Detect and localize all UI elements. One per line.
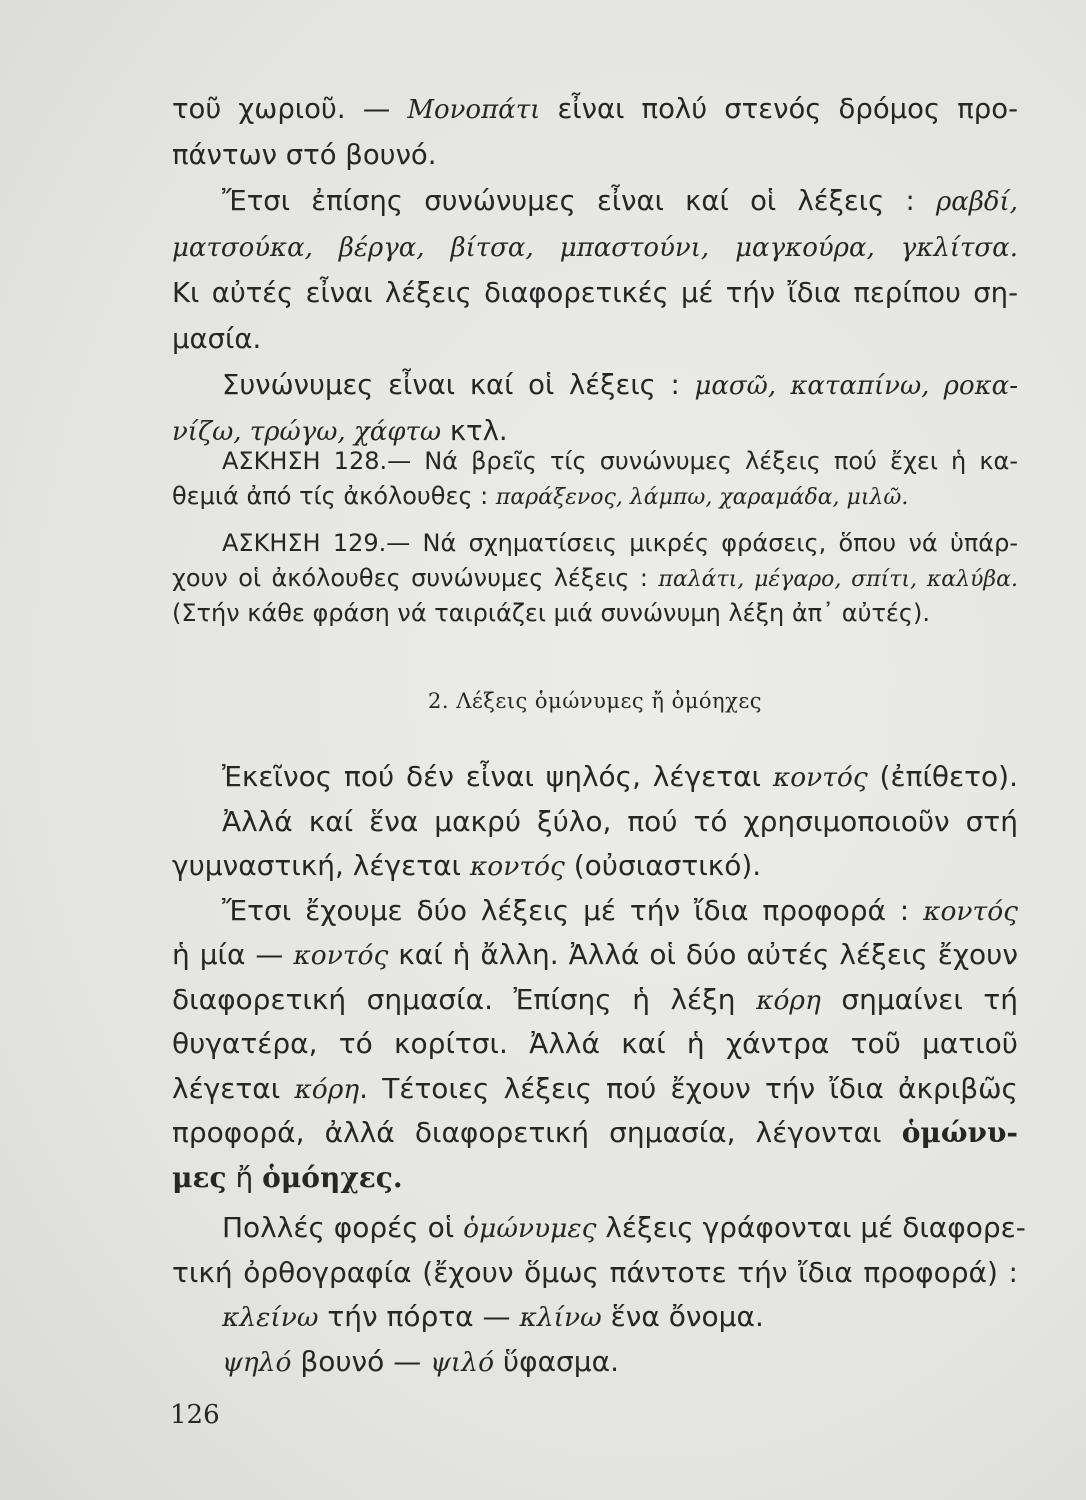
exercise-128-line: θεμιά ἀπό τίς ἀκόλουθες : παράξενος, λάμπω, χαραμάδα, μιλῶ. [172, 482, 909, 510]
text-line: Ἀλλά καί ἕνα μακρύ ξύλο, πού τό χρησιμοποιοῦν στή [222, 804, 1018, 838]
text-line: θυγατέρα, τό κορίτσι. Ἀλλά καί ἡ χάντρα τοῦ ματιοῦ [172, 1027, 1018, 1060]
text-line: διαφορετική σημασία. Ἐπίσης ἡ λέξη κόρη σημαίνει τή [172, 982, 1018, 1016]
text-line: ματσούκα, βέργα, βίτσα, μπαστούνι, μαγκούρα, γκλίτσα. [172, 233, 1018, 263]
example-line: κλείνω τήν πόρτα — κλίνω ἕνα ὄνομα. [222, 1300, 764, 1333]
text-line: Συνώνυμες εἶναι καί οἱ λέξεις : μασῶ, καταπίνω, ροκα- [222, 369, 1018, 401]
text-line: Πολλές φορές οἱ ὁμώνυμες λέξεις γράφονται μέ διαφορε- [222, 1211, 1026, 1244]
text-line: γυμναστική, λέγεται κοντός (οὐσιαστικό). [172, 849, 762, 882]
text-line: Ἔτσι ἔχουμε δύο λέξεις μέ τήν ἴδια προφορά : κοντός [222, 893, 1018, 927]
page-number: 126 [170, 1400, 220, 1430]
text-line: προφορά, ἀλλά διαφορετική σημασία, λέγονται ὁμώνυ- [172, 1116, 1018, 1149]
homonyms-section [172, 755, 1026, 1384]
exercises [172, 444, 1018, 631]
section-heading: 2. Λέξεις ὁμώνυμες ἤ ὁμόηχες [428, 689, 762, 713]
text-line: Ἔτσι ἐπίσης συνώνυμες εἶναι καί οἱ λέξεις : ραβδί, [222, 185, 1018, 217]
text-line: τική ὀρθογραφία (ἔχουν ὅμως πάντοτε τήν ἴδια προφορά) : [172, 1255, 1018, 1289]
text-line: Κι αὐτές εἶναι λέξεις διαφορετικές μέ τήν ἴδια περίπου ση- [172, 277, 1018, 309]
example-line: ψηλό βουνό — ψιλό ὕφασμα. [222, 1344, 619, 1378]
text-line: πάντων στό βουνό. [172, 139, 437, 171]
exercise-129-line: ΑΣΚΗΣΗ 129.— Νά σχηματίσεις μικρές φράσεις, ὅπου νά ὑπάρ- [222, 529, 1018, 557]
exercise-128-line: ΑΣΚΗΣΗ 128.— Νά βρεῖς τίς συνώνυμες λέξεις πού ἔχει ἡ κα- [222, 447, 1018, 475]
text-line: μες ἤ ὁμόηχες. [172, 1160, 403, 1194]
top-paragraphs [172, 86, 1018, 454]
text-line: νίζω, τρώγω, χάφτω κτλ. [172, 415, 508, 447]
exercise-129-line: (Στήν κάθε φράση νά ταιριάζει μιά συνώνυμη λέξη ἀπ᾿ αὐτές). [172, 599, 930, 627]
text-line: λέγεται κόρη. Τέτοιες λέξεις πού ἔχουν τήν ἴδια ἀκριβῶς [172, 1071, 1018, 1105]
exercise-129-line: χουν οἱ ἀκόλουθες συνώνυμες λέξεις : παλάτι, μέγαρο, σπίτι, καλύβα. [172, 564, 1018, 592]
text-line: ἡ μία — κοντός καί ἡ ἄλλη. Ἀλλά οἱ δύο αὐτές λέξεις ἔχουν [172, 938, 1018, 971]
text-line: Ἐκεῖνος πού δέν εἶναι ψηλός, λέγεται κοντός (ἐπίθετο). [222, 760, 1018, 793]
text-line: τοῦ χωριοῦ. — Μονοπάτι εἶναι πολύ στενός δρόμος προ- [172, 93, 1018, 125]
text-line: μασία. [172, 323, 262, 355]
